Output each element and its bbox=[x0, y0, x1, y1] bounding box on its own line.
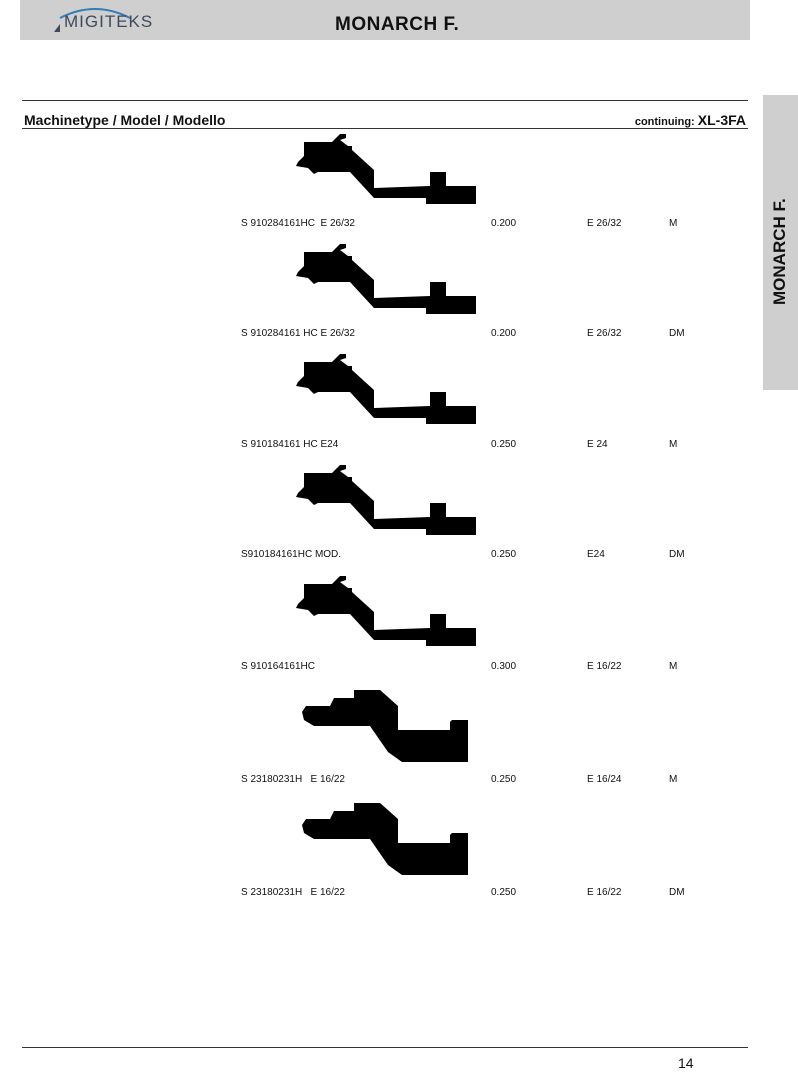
part-type: DM bbox=[669, 549, 685, 560]
part-cam: E 16/22 bbox=[587, 887, 622, 898]
continuing-label bbox=[635, 112, 746, 128]
header-band bbox=[20, 0, 750, 40]
part-gauge: 0.250 bbox=[491, 774, 517, 785]
part-type: M bbox=[669, 218, 678, 229]
page-title: MONARCH F. bbox=[335, 14, 460, 35]
part-code: S 23180231H E 16/22 bbox=[241, 774, 345, 785]
part-code: S 23180231H E 16/22 bbox=[241, 887, 345, 898]
side-tab-label: MONARCH F. bbox=[770, 198, 789, 305]
part-cam: E 26/32 bbox=[587, 218, 622, 229]
part-profile-icon bbox=[290, 574, 490, 650]
part-type: M bbox=[669, 439, 678, 450]
part-gauge: 0.250 bbox=[491, 439, 517, 450]
part-gauge: 0.200 bbox=[491, 328, 517, 339]
part-profile-icon bbox=[290, 132, 490, 208]
part-code: S 910284161HC E 26/32 bbox=[241, 218, 355, 229]
part-profile-icon bbox=[290, 799, 490, 879]
part-profile-icon bbox=[290, 463, 490, 539]
part-gauge: 0.250 bbox=[491, 549, 517, 560]
part-cam: E 16/22 bbox=[587, 661, 622, 672]
part-cam: E 16/24 bbox=[587, 774, 622, 785]
part-code: S 910164161HC bbox=[241, 661, 315, 672]
part-type: DM bbox=[669, 887, 685, 898]
part-code: S 910184161 HC E24 bbox=[241, 439, 339, 450]
continuing-text: continuing: bbox=[634, 116, 695, 128]
part-gauge: 0.250 bbox=[491, 887, 517, 898]
part-type: M bbox=[669, 661, 678, 672]
part-cam: E 24 bbox=[587, 439, 608, 450]
part-code: S 910284161 HC E 26/32 bbox=[241, 328, 355, 339]
part-profile-icon bbox=[290, 352, 490, 428]
continuing-model: XL-3FA bbox=[697, 112, 746, 128]
part-code: S910184161HC MOD. bbox=[241, 549, 342, 560]
divider bbox=[22, 100, 748, 101]
logo-text: MIGITEKS bbox=[64, 12, 154, 31]
section-title: Machinetype / Model / Modello bbox=[24, 112, 226, 128]
brand-logo bbox=[50, 4, 170, 36]
part-gauge: 0.300 bbox=[491, 661, 517, 672]
part-type: DM bbox=[669, 328, 685, 339]
part-type: M bbox=[669, 774, 678, 785]
side-tab bbox=[763, 95, 798, 390]
divider bbox=[22, 1047, 748, 1048]
part-cam: E 26/32 bbox=[587, 328, 622, 339]
part-profile-icon bbox=[290, 686, 490, 766]
divider bbox=[22, 128, 748, 129]
part-cam: E24 bbox=[587, 549, 605, 560]
part-gauge: 0.200 bbox=[491, 218, 517, 229]
page-number: 14 bbox=[678, 1055, 694, 1071]
part-profile-icon bbox=[290, 242, 490, 318]
